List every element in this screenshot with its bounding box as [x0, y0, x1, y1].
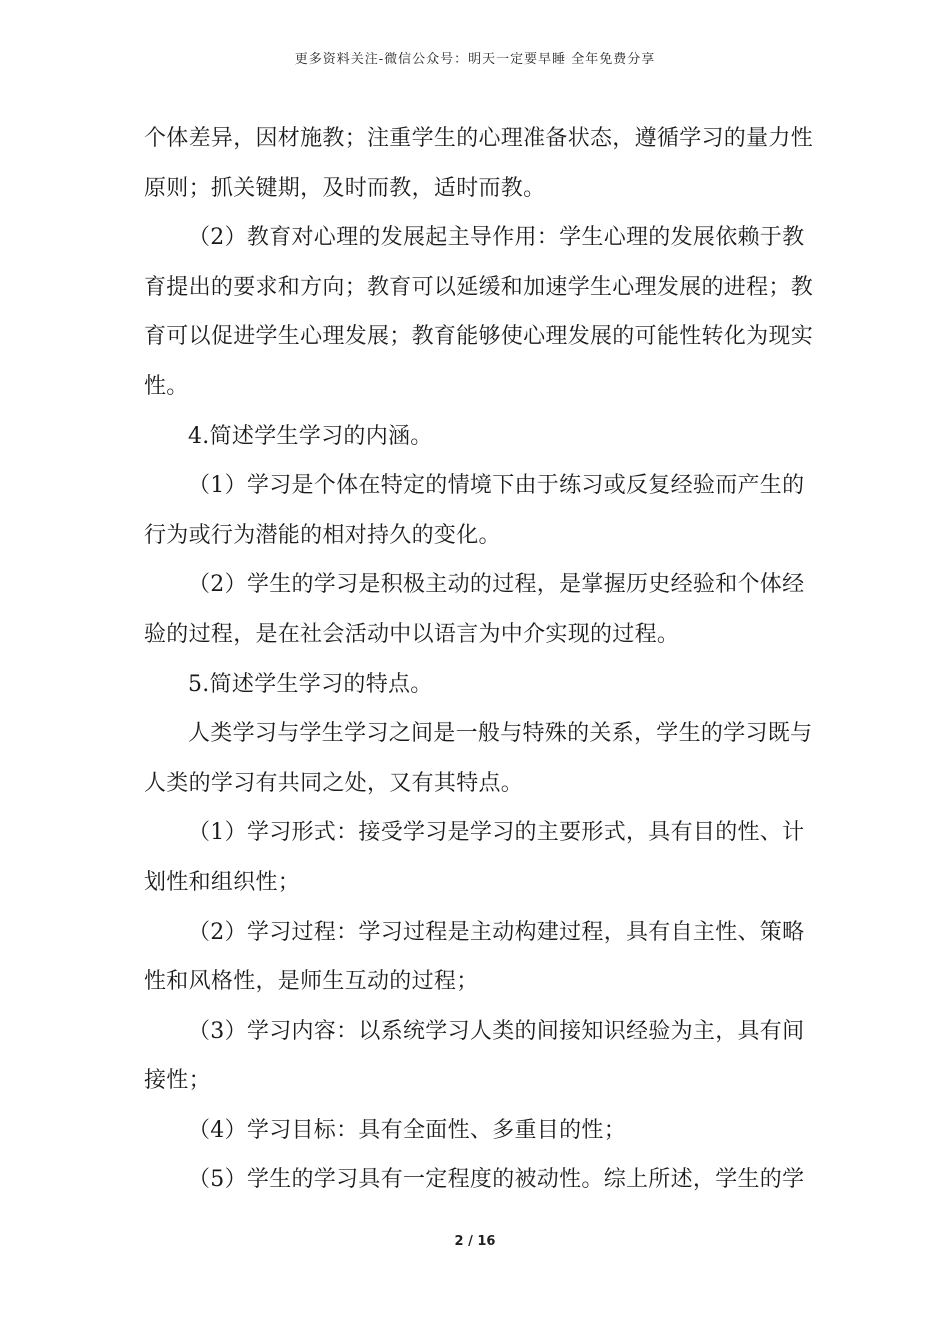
page-number: 2 / 16 [454, 1234, 496, 1249]
page-header: 更多资料关注-微信公众号：明天一定要早睡 全年免费分享 [294, 52, 656, 67]
paragraph-line: 人类学习与学生学习之间是一般与特殊的关系，学生的学习既与 [188, 721, 813, 747]
paragraph-line: 个体差异，因材施教；注重学生的心理准备状态，遵循学习的量力性 [144, 126, 814, 151]
paragraph-line: 验的过程，是在社会活动中以语言为中介实现的过程。 [144, 621, 680, 647]
paragraph-line: 育可以促进学生心理发展；教育能够使心理发展的可能性转化为现实 [144, 324, 814, 350]
paragraph-line: 性。 [144, 373, 189, 399]
paragraph-line: （4）学习目标：具有全面性、多重目的性； [188, 1117, 626, 1143]
paragraph-line: （3）学习内容：以系统学习人类的间接知识经验为主，具有间 [188, 1018, 805, 1044]
section-heading: 5.简述学生学习的特点。 [188, 671, 433, 697]
document-body [144, 114, 814, 1205]
paragraph-line: 原则；抓关键期，及时而教，适时而教。 [144, 175, 546, 201]
paragraph-line: 育提出的要求和方向；教育可以延缓和加速学生心理发展的进程；教 [144, 274, 814, 300]
paragraph-line: （2）学习过程：学习过程是主动构建过程，具有自主性、策略 [188, 919, 805, 945]
paragraph-line: （1）学习形式：接受学习是学习的主要形式，具有目的性、计 [188, 820, 805, 846]
paragraph-line: （2）学生的学习是积极主动的过程，是掌握历史经验和个体经 [188, 572, 805, 598]
paragraph-line: 行为或行为潜能的相对持久的变化。 [144, 522, 501, 548]
paragraph-line: （5）学生的学习具有一定程度的被动性。综上所述，学生的学 [188, 1167, 805, 1193]
paragraph-line: （1）学习是个体在特定的情境下由于练习或反复经验而产生的 [188, 473, 805, 499]
section-heading: 4.简述学生学习的内涵。 [188, 423, 433, 449]
paragraph-line: 划性和组织性； [144, 869, 301, 895]
paragraph-line: 接性； [144, 1068, 211, 1094]
paragraph-line: （2）教育对心理的发展起主导作用：学生心理的发展依赖于教 [188, 225, 805, 251]
paragraph-line: 人类的学习有共同之处，又有其特点。 [144, 770, 524, 796]
paragraph-line: 性和风格性，是师生互动的过程； [144, 969, 479, 995]
